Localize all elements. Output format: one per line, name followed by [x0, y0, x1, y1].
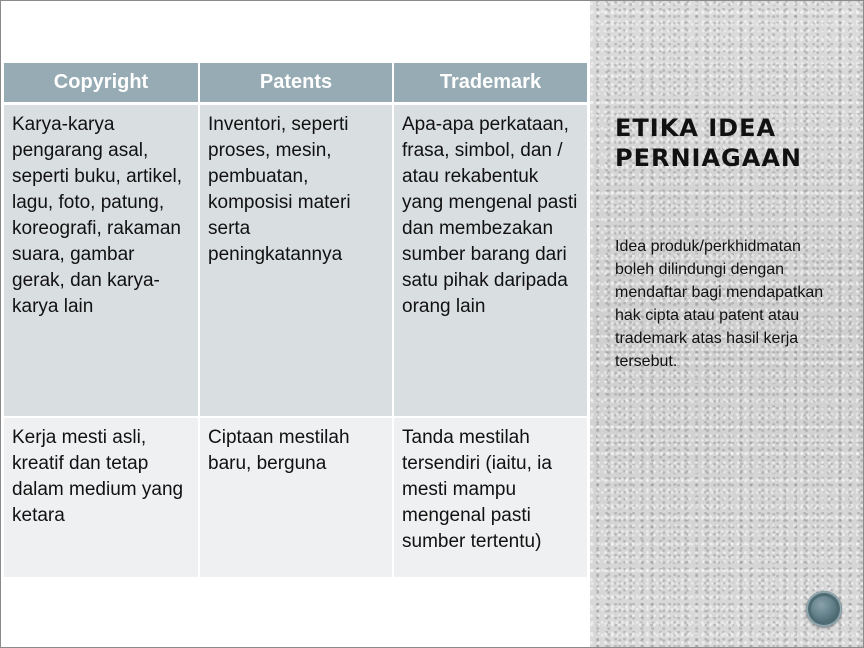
cell-copyright-requirement: Kerja mesti asli, kreatif dan tetap dalam medium yang ketara	[4, 417, 199, 578]
cell-patents-requirement: Ciptaan mestilah baru, berguna	[199, 417, 393, 578]
comparison-table	[4, 63, 587, 579]
header-trademark: Trademark	[393, 63, 587, 104]
content-area	[1, 1, 590, 647]
circle-button-icon	[811, 596, 837, 622]
slide-description: Idea produk/perkhidmatan boleh dilindungi dengan mendaftar bagi mendapatkan hak cipta atau patent atau trademark atas hasil kerja tersebut.	[615, 238, 824, 370]
cell-trademark-requirement: Tanda mestilah tersendiri (iaitu, ia mesti mampu mengenal pasti sumber tertentu)	[393, 417, 587, 578]
nav-button[interactable]	[806, 591, 842, 627]
table-row	[4, 104, 587, 418]
header-copyright: Copyright	[4, 63, 199, 104]
table-header-row	[4, 63, 587, 104]
cell-copyright-scope: Karya-karya pengarang asal, seperti buku, artikel, lagu, foto, patung, koreografi, rakaman suara, gambar gerak, dan karya-karya lain	[4, 104, 199, 418]
table-row	[4, 417, 587, 578]
slide-title: ETIKA IDEA PERNIAGAAN	[615, 114, 802, 172]
cell-trademark-scope: Apa-apa perkataan, frasa, simbol, dan / atau rekabentuk yang mengenal pasti dan membezakan sumber barang dari satu pihak daripada orang lain	[393, 104, 587, 418]
sidebar-panel	[590, 1, 864, 647]
header-patents: Patents	[199, 63, 393, 104]
cell-patents-scope: Inventori, seperti proses, mesin, pembuatan, komposisi materi serta peningkatannya	[199, 104, 393, 418]
